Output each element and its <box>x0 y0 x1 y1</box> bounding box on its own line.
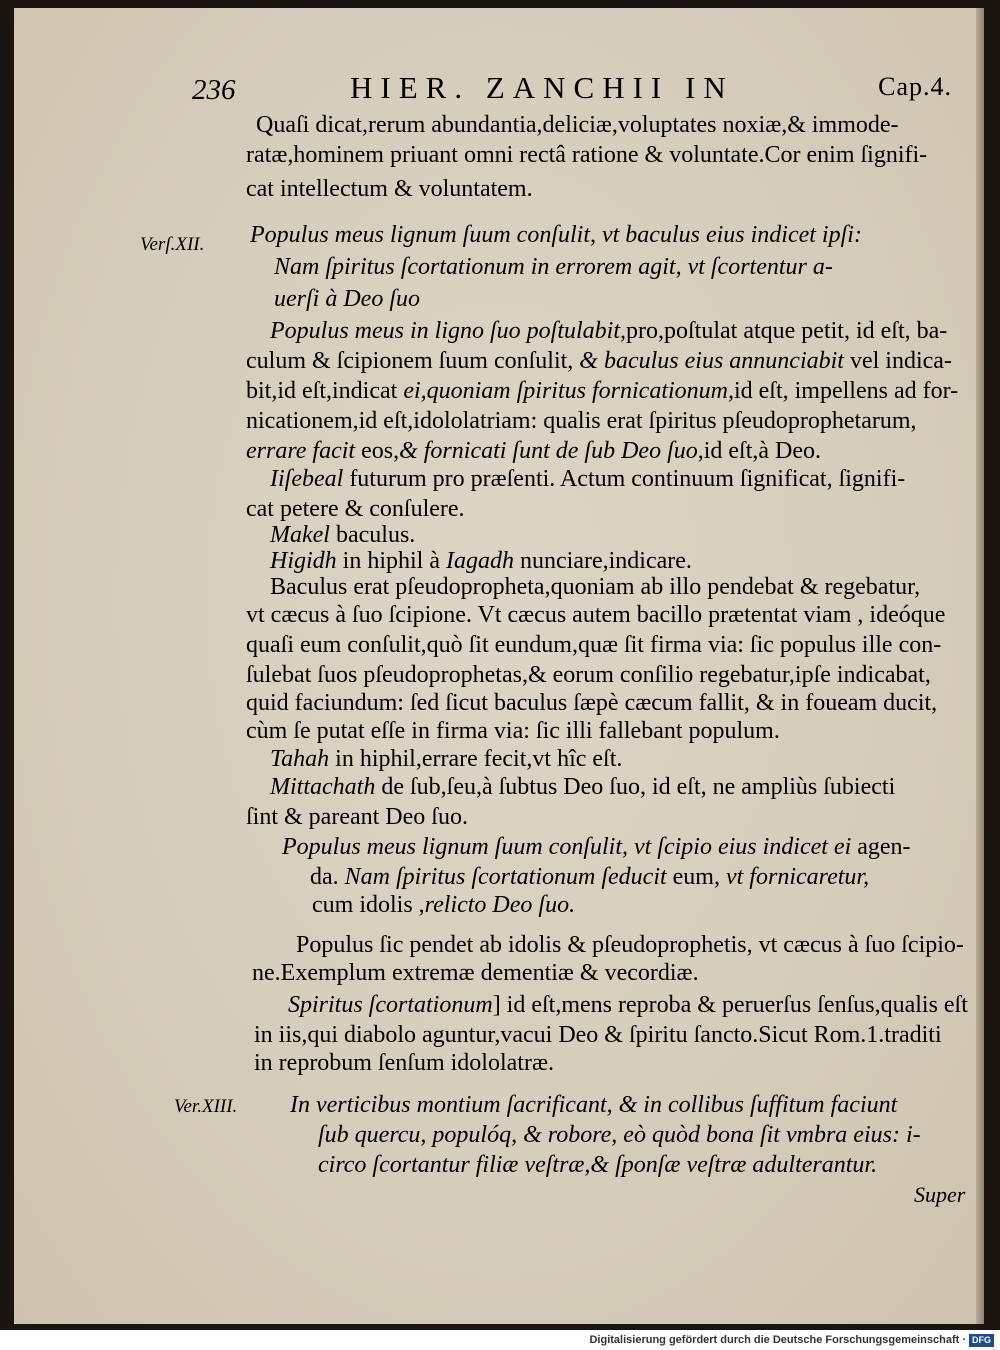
italic-term: Nam ſpiritus ſcortationum ſeducit <box>344 864 673 890</box>
verse-text-line <box>312 890 575 920</box>
italic-term: Populus meus lignum ſuum conſulit, vt ſcipio eius indicet ei <box>282 834 858 860</box>
text-span: eum, <box>672 864 726 890</box>
text-line: ratæ,hominem priuant omni rectâ ratione & voluntate.Cor enim ſignifi- <box>246 142 928 168</box>
text-line <box>246 346 952 376</box>
text-line: cùm ſe putat eſſe in firma via: ſic illi fallebant populum. <box>246 718 780 744</box>
hebrew-term: Tahah <box>270 746 336 772</box>
text-line <box>270 316 947 346</box>
text-span: ] id eſt,mens reproba & peruerſus ſenſus,qualis eſt <box>492 992 968 1018</box>
text-span: vel indica- <box>843 348 952 374</box>
italic-term: ei,quoniam ſpiritus fornicationum, <box>403 378 734 404</box>
text-line: ſulebat ſuos pſeudoprophetas,& eorum conſilio regebatur,ipſe indicabat, <box>246 662 931 688</box>
page-number: 236 <box>192 74 236 106</box>
hebrew-term: Iagadh <box>446 548 520 574</box>
text-span: in hiphil à <box>342 548 446 574</box>
text-line <box>246 376 958 406</box>
funding-note: Digitalisierung gefördert durch die Deutsche Forschungsgemeinschaft · <box>589 1334 966 1346</box>
text-line: ſint & pareant Deo ſuo. <box>246 804 468 830</box>
text-span: eos, <box>361 438 400 464</box>
digitization-footer <box>0 1330 1000 1350</box>
hebrew-term: Iiſebeal <box>270 466 350 492</box>
margin-note-vers-13: Ver.XIII. <box>174 1096 238 1117</box>
catchword: Super <box>914 1182 966 1207</box>
text-line: Baculus erat pſeudopropheta,quoniam ab illo pendebat & regebatur, <box>270 574 921 600</box>
text-span: nunciare,indicare. <box>520 548 692 574</box>
text-span: in hiphil,errare fecit,vt hîc eſt. <box>335 746 623 772</box>
text-line <box>270 464 905 494</box>
text-span: agen- <box>857 834 911 860</box>
verse-text-line: ſub quercu, populóq, & robore, eò quòd bona ſit vmbra eius: i- <box>318 1122 921 1148</box>
text-line: Populus ſic pendet ab idolis & pſeudoprophetis, vt cæcus à ſuo ſcipio- <box>296 932 964 958</box>
hebrew-term: Mittachath <box>270 774 382 800</box>
text-span: baculus. <box>335 522 416 548</box>
verse-text-line: Nam ſpiritus ſcortationum in errorem agit, vt ſcortentur a- <box>274 254 833 280</box>
text-line: cat petere & conſulere. <box>246 496 465 522</box>
margin-note-vers-12: Verſ.XII. <box>140 234 205 255</box>
italic-term: Spiritus ſcortationum <box>288 992 493 1018</box>
text-line: quaſi eum conſulit,quò ſit eundum,quæ ſit firma via: ſic populus ille con- <box>246 632 942 658</box>
italic-term: Populus meus in ligno ſuo poſtulabit, <box>270 318 627 344</box>
hebrew-term: Higidh <box>270 548 343 574</box>
chapter-label: Cap.4. <box>878 72 952 101</box>
text-span: bit,id eſt,indicat <box>246 378 404 404</box>
verse-text-line <box>282 832 911 862</box>
text-span: futurum pro præſenti. Actum continuum ſignificat, ſignifi- <box>349 466 906 492</box>
italic-term: & baculus eius annunciabit <box>579 348 844 374</box>
text-line: nicationem,id eſt,idololatriam: qualis erat ſpiritus pſeudoprophetarum, <box>246 408 917 434</box>
text-span: cum idolis , <box>312 892 425 918</box>
verse-text-line: Populus meus lignum ſuum conſulit, vt baculus eius indicet ipſi: <box>250 222 862 248</box>
dfg-logo-icon: DFG <box>969 1334 994 1347</box>
text-line <box>270 772 895 802</box>
text-span: id eſt,à Deo. <box>703 438 822 464</box>
text-line: Quaſi dicat,rerum abundantia,deliciæ,voluptates noxiæ,& immode- <box>256 112 899 138</box>
text-span: culum & ſcipionem ſuum conſulit, <box>246 348 580 374</box>
italic-term: vt fornicaretur, <box>725 864 870 890</box>
text-line: in iis,qui diabolo aguntur,vacui Deo & ſpiritu ſancto.Sicut Rom.1.traditi <box>254 1022 942 1048</box>
running-title: HIER. ZANCHII IN <box>350 70 734 105</box>
text-line: in reprobum ſenſum idololatræ. <box>254 1050 554 1076</box>
verse-text-line <box>310 862 869 892</box>
text-span: pro,poſtulat atque petit, id eſt, ba- <box>626 318 948 344</box>
verse-text-line: In verticibus montium ſacrificant, & in collibus ſuffitum faciunt <box>290 1092 898 1118</box>
verse-text-line: uerſi à Deo ſuo <box>274 286 420 312</box>
italic-term: relicto Deo ſuo. <box>424 892 576 918</box>
text-span: id eſt, impellens ad for- <box>733 378 959 404</box>
text-line: vt cæcus à ſuo ſcipione. Vt cæcus autem bacillo prætentat viam , ideóque <box>246 602 946 628</box>
verse-text-line: circo ſcortantur filiæ veſtræ,& ſponſæ veſtræ adulterantur. <box>318 1152 878 1178</box>
text-line: cat intellectum & voluntatem. <box>246 176 533 202</box>
hebrew-term: Makel <box>270 522 336 548</box>
running-header <box>192 68 952 108</box>
text-line <box>270 744 622 774</box>
text-span: da. <box>310 864 345 890</box>
text-line: ne.Exemplum extremæ dementiæ & vecordiæ. <box>252 960 699 986</box>
text-line <box>246 436 821 466</box>
text-line <box>288 990 968 1020</box>
page-edge <box>976 8 984 1324</box>
italic-term: errare facit <box>246 438 362 464</box>
text-span: de ſub,ſeu,à ſubtus Deo ſuo, id eſt, ne ampliùs ſubiecti <box>381 774 896 800</box>
italic-term: & fornicati ſunt de ſub Deo ſuo, <box>399 438 704 464</box>
text-line: quid faciundum: ſed ſicut baculus ſæpè cæcum fallit, & in foueam ducit, <box>246 690 938 716</box>
